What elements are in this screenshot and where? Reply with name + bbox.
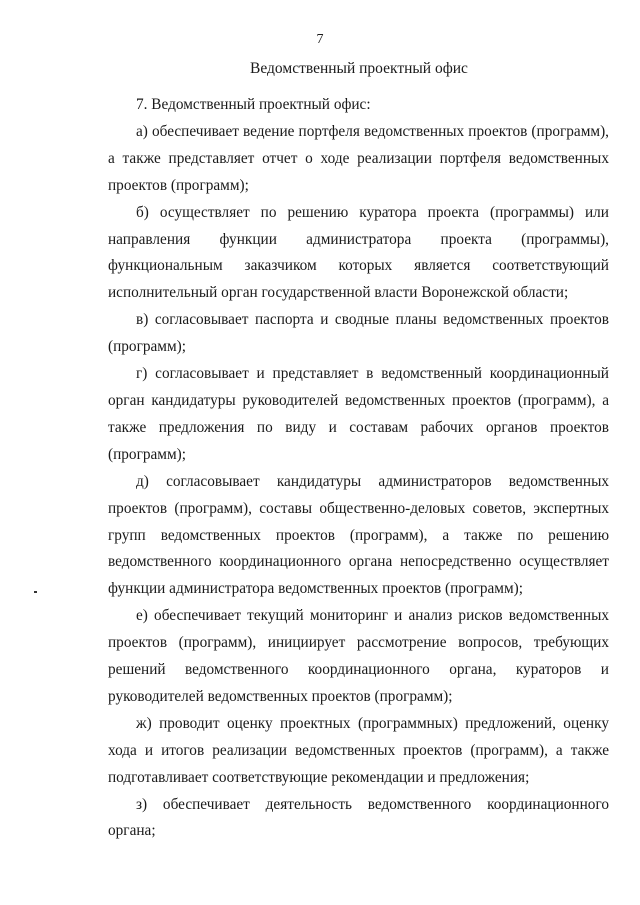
paragraph-v: в) согласовывает паспорта и сводные планы ведомственных проектов (программ); [108, 311, 609, 356]
paragraph-zh: ж) проводит оценку проектных (программных) предложений, оценку хода и итогов реализации ведомственных проектов (программ), а также подготавливает соответствующие рекомендации и предложения; [108, 714, 609, 786]
document-body [108, 92, 609, 845]
page-number: 7 [316, 32, 324, 47]
scan-mark [34, 591, 37, 593]
paragraph-a: а) обеспечивает ведение портфеля ведомственных проектов (программ), а также представляет отчет о ходе реализации портфеля ведомственных проектов (программ); [108, 122, 609, 194]
paragraph-g: г) согласовывает и представляет в ведомственный координационный орган кандидатуры руководителей ведомственных проектов (программ), а также предложения по виду и составам рабочих органов проектов (программ); [108, 365, 609, 463]
paragraph-intro: 7. Ведомственный проектный офис: [136, 96, 371, 113]
paragraph-b: б) осуществляет по решению куратора проекта (программы) или направления функции администратора проекта (программы), функциональным заказчиком которых является соответствующий исполнительный орган государственной власти Воронежской области; [108, 203, 609, 302]
section-title: Ведомственный проектный офис [250, 60, 468, 77]
paragraph-e: е) обеспечивает текущий мониторинг и анализ рисков ведомственных проектов (программ), инициирует рассмотрение вопросов, требующих решений ведомственного координационного органа, кураторов и руководителей ведомственных проектов (программ); [108, 607, 609, 705]
paragraph-z: з) обеспечивает деятельность ведомственного координационного органа; [108, 795, 609, 840]
paragraph-d: д) согласовывает кандидатуры администраторов ведомственных проектов (программ), составы общественно-деловых советов, экспертных групп ведомственных проектов (программ), а также по решению ведомственного координационного органа непосредственно осуществляет функции администратора ведомственных проектов (программ); [108, 472, 609, 598]
